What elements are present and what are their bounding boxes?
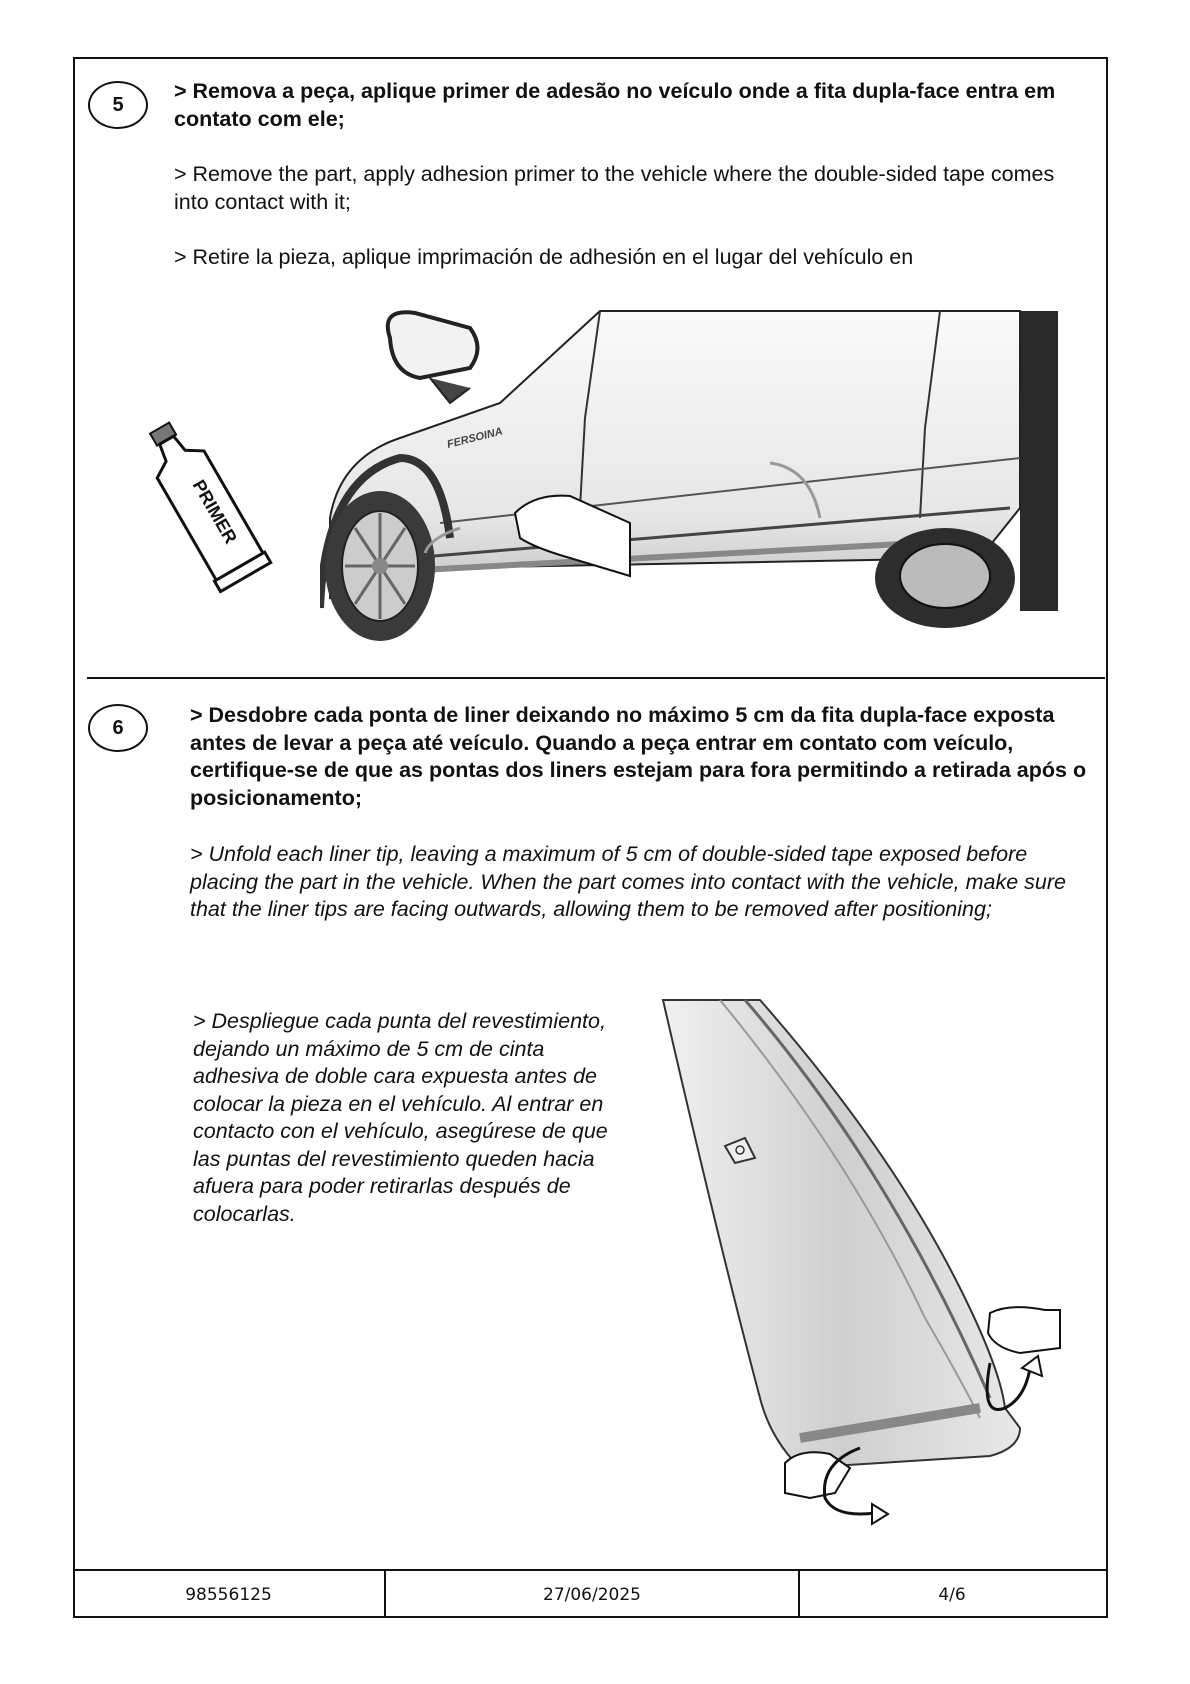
document-footer [73,1569,1108,1618]
primer-tube-illustration [140,400,290,600]
footer-date: 27/06/2025 [384,1571,798,1618]
liner-part-illustration [660,998,1100,1548]
step-6-number: 6 [112,716,124,739]
step-5-number-badge [88,81,148,129]
step-5-number: 5 [112,93,124,116]
step-6-text-es: > Despliegue cada punta del revestimiento, dejando un máximo de 5 cm de cinta adhesiva de doble cara expuesta antes de colocar la pieza en el vehículo. Al entrar en contacto con el vehículo, asegúrese de que las puntas del revestimiento queden hacia afuera para poder retirarlas después de colocarlas. [193,1009,608,1226]
section-divider [87,677,1105,679]
vehicle-badge: FERSOINA [445,425,504,451]
footer-page-number: 4/6 [798,1571,1104,1618]
step-5-text-en: > Remove the part, apply adhesion primer to the vehicle where the double-sided tape comes into contact with it; [174,162,1055,214]
step-6-text-pt: > Desdobre cada ponta de liner deixando no máximo 5 cm da fita dupla-face exposta antes de levar a peça até veículo. Quando a peça entrar em contato com veículo, certifique-se de que as pontas dos liners estejam para fora permitindo a retirada após o posicionamento; [190,703,1087,810]
footer-part-number: 98556125 [185,1584,272,1605]
step-5-text-es: > Retire la pieza, aplique imprimación de adhesión en el lugar del vehículo en [174,245,914,269]
vehicle-side-illustration [320,308,1060,658]
step-5-text-pt: > Remova a peça, aplique primer de adesão no veículo onde a fita dupla-face entra em contato com ele; [174,79,1056,131]
primer-label: PRIMER [188,476,241,547]
step-6-text-en: > Unfold each liner tip, leaving a maximum of 5 cm of double-sided tape exposed before placing the part in the vehicle. When the part comes into contact with the vehicle, make sure that the liner tips are facing outwards, allowing them to be removed after positioning; [190,842,1066,921]
step-6-number-badge [88,704,148,752]
